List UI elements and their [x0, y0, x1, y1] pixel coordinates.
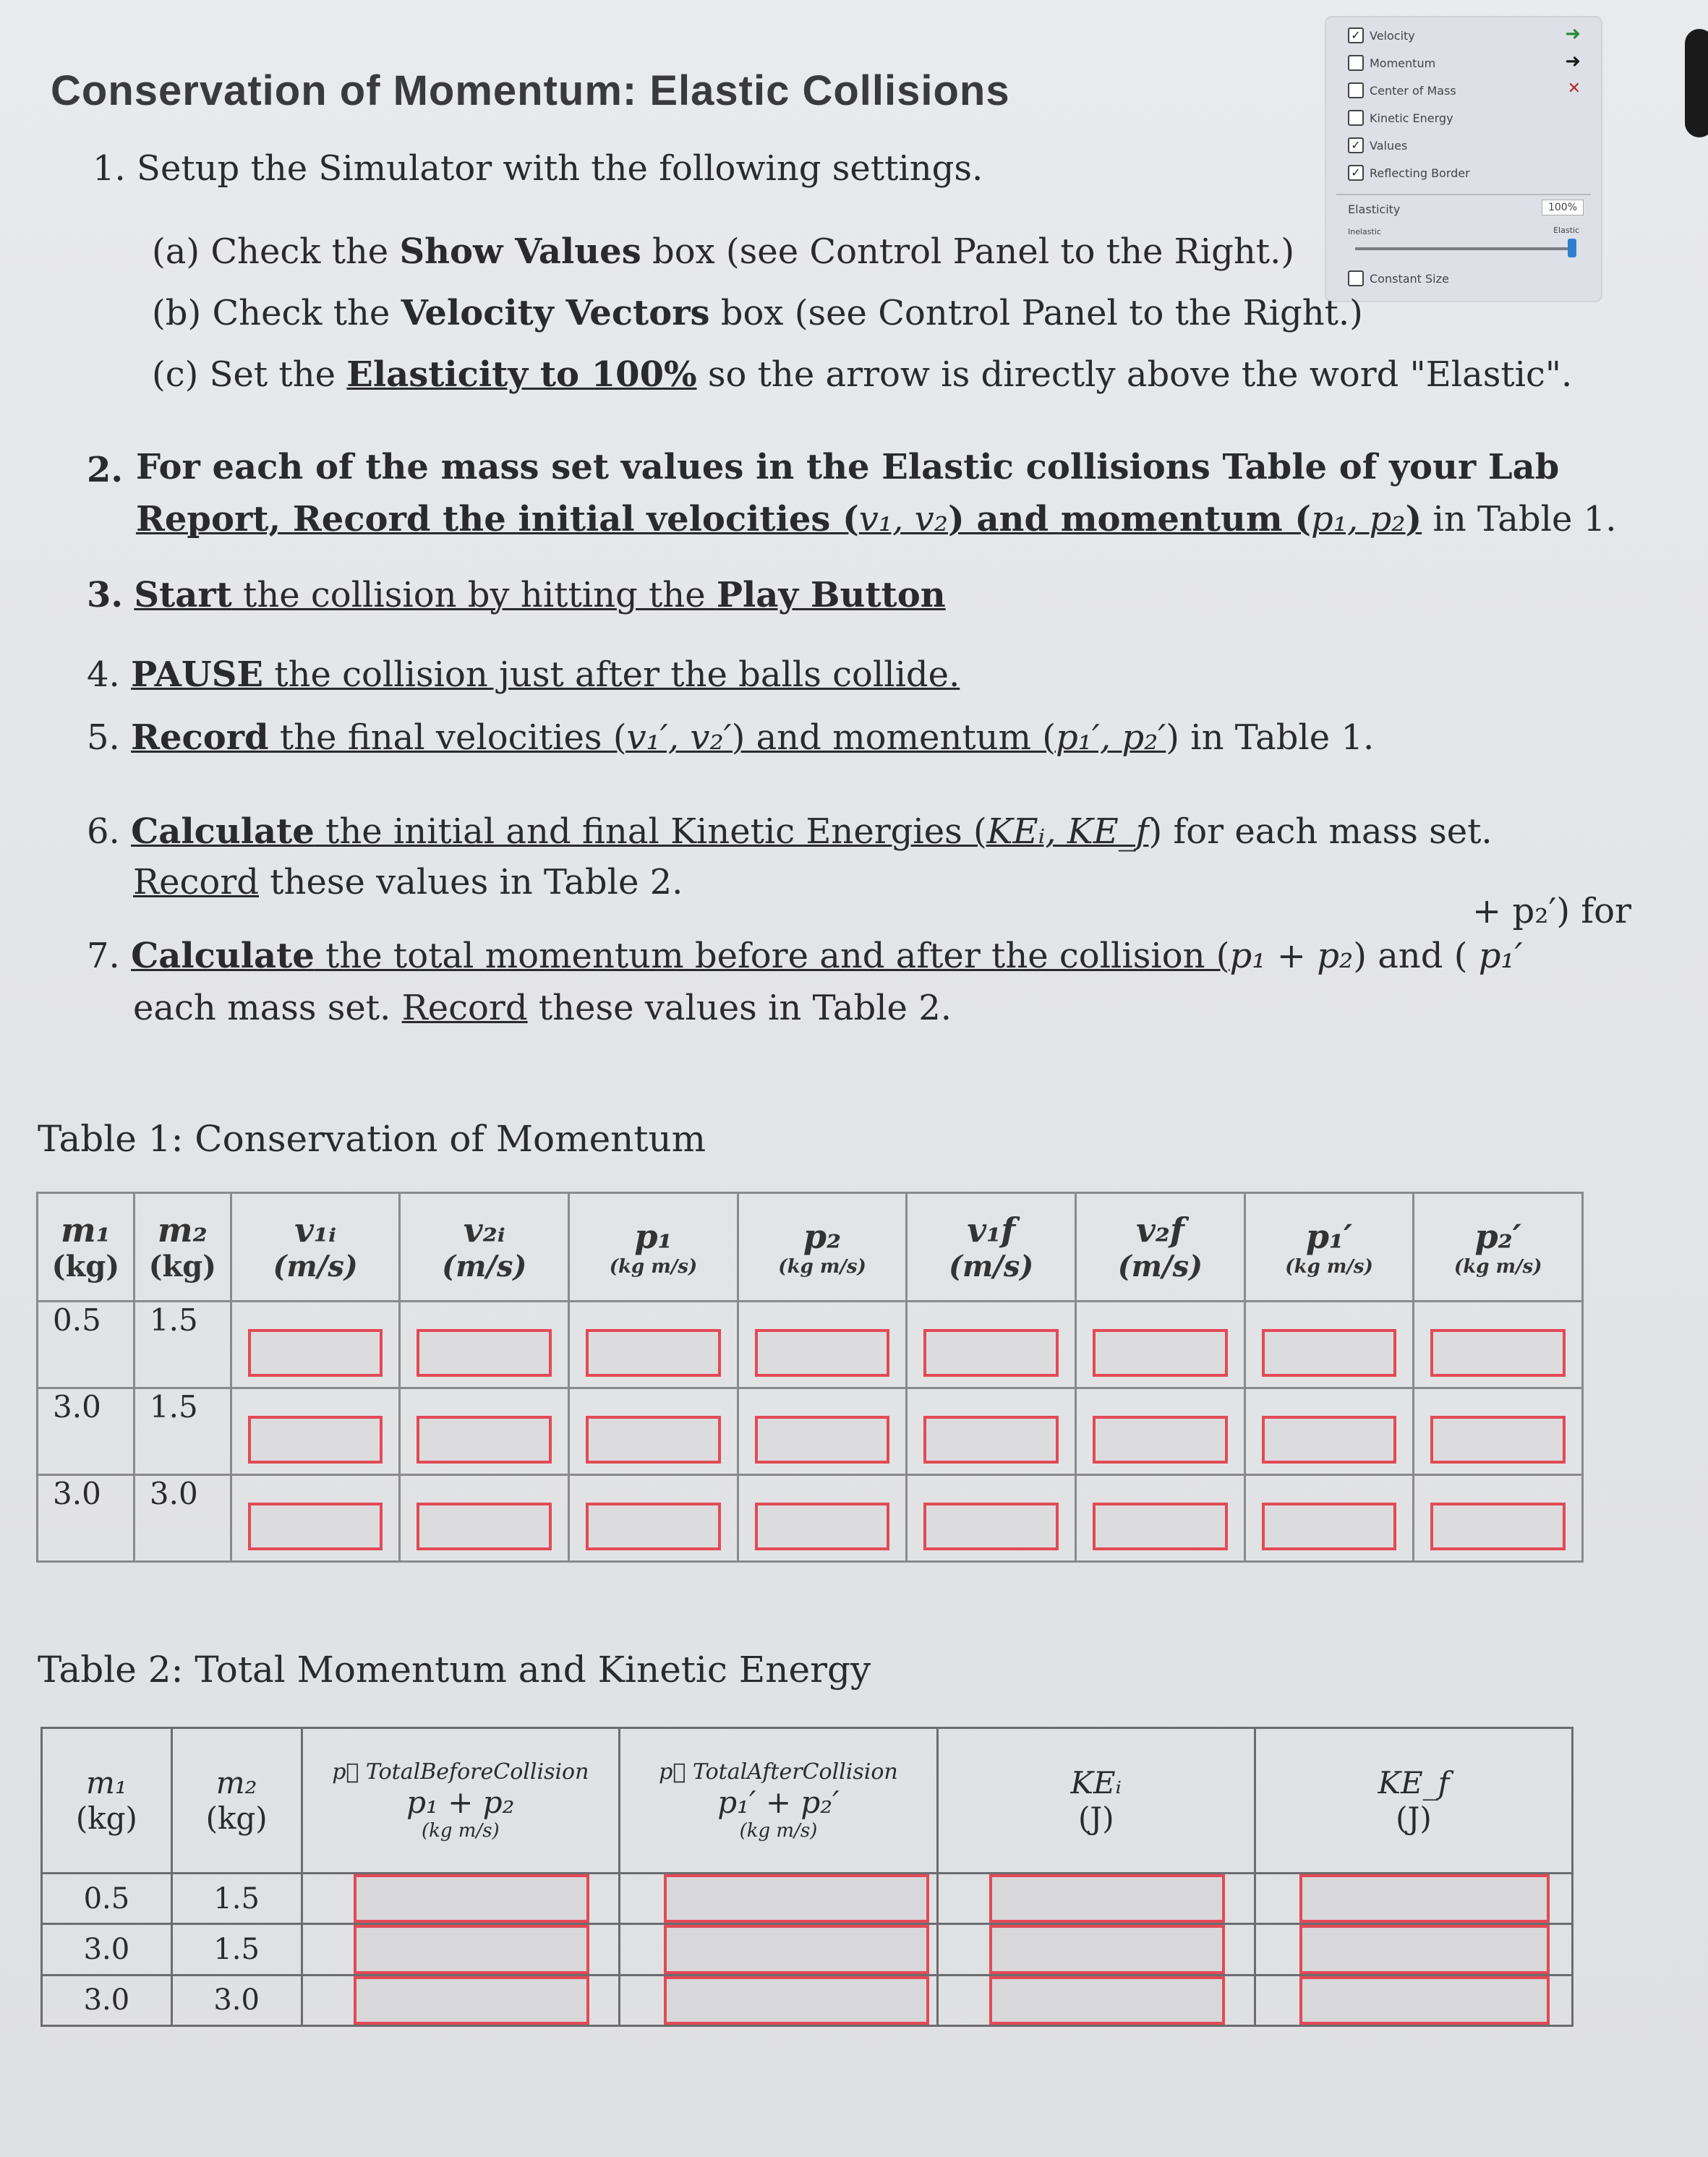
t2-row-3-after-cell[interactable]: [620, 1975, 938, 2025]
header-p2: p₂ (kg m/s): [738, 1193, 907, 1302]
kinetic-energy-option[interactable]: [1348, 110, 1453, 126]
input-box[interactable]: [1262, 1503, 1397, 1550]
input-box[interactable]: [923, 1329, 1059, 1377]
elasticity-label: Elasticity: [1348, 202, 1401, 216]
row-3-p1-cell[interactable]: [569, 1475, 738, 1562]
input-box[interactable]: [989, 1925, 1225, 1973]
momentum-label: Momentum: [1370, 56, 1436, 70]
table-row: [42, 1924, 1573, 1975]
table-row: [38, 1388, 1583, 1475]
input-box[interactable]: [664, 1874, 929, 1923]
table-2: [40, 1727, 1574, 2027]
elastic-label: Elastic: [1553, 226, 1579, 235]
input-box[interactable]: [1430, 1329, 1566, 1377]
step-1: 1. Setup the Simulator with the following settings.: [93, 148, 983, 189]
input-box[interactable]: [1430, 1503, 1566, 1550]
row-2-p1f-cell[interactable]: [1244, 1388, 1414, 1475]
velocity-arrow-icon: ➜: [1565, 23, 1581, 45]
t2-header-kef: KE_f (J): [1255, 1728, 1572, 1874]
input-box[interactable]: [1299, 1976, 1550, 2025]
t2-row-2-kei-cell[interactable]: [937, 1924, 1255, 1975]
input-box[interactable]: [989, 1976, 1225, 2025]
t2-row-1-kei-cell[interactable]: [937, 1873, 1255, 1923]
input-box[interactable]: [664, 1976, 929, 2025]
row-2-m2: 1.5: [134, 1388, 231, 1475]
header-v1f: v₁f (m/s): [907, 1193, 1076, 1302]
row-3-v2f-cell[interactable]: [1076, 1475, 1245, 1562]
input-box[interactable]: [354, 1925, 590, 1973]
row-3-m2: 3.0: [134, 1475, 231, 1562]
step-1a: (a) Check the Show Values box (see Control Panel to the Right.): [152, 231, 1295, 272]
header-v2i: v₂ᵢ (m/s): [400, 1193, 569, 1302]
t2-row-3-m2: 3.0: [171, 1975, 302, 2025]
row-2-v2f-cell[interactable]: [1076, 1388, 1245, 1475]
elasticity-value: 100%: [1542, 200, 1584, 215]
constant-size-checkbox[interactable]: [1348, 270, 1364, 286]
input-box[interactable]: [1093, 1416, 1228, 1464]
kinetic-energy-label: Kinetic Energy: [1370, 111, 1453, 125]
header-m2: m₂ (kg): [134, 1193, 231, 1302]
header-v2f: v₂f (m/s): [1076, 1193, 1245, 1302]
device-edge: [1685, 29, 1708, 137]
t2-row-2-kef-cell[interactable]: [1255, 1924, 1572, 1975]
panel-divider: [1336, 194, 1591, 195]
t2-header-m2: m₂ (kg): [171, 1728, 302, 1874]
velocity-label: Velocity: [1370, 28, 1415, 43]
t2-row-2-before-cell[interactable]: [302, 1924, 620, 1975]
t2-row-3-before-cell[interactable]: [302, 1975, 620, 2025]
values-option[interactable]: [1348, 137, 1407, 153]
table-1: [36, 1192, 1584, 1563]
table-1-caption: Table 1: Conservation of Momentum: [38, 1118, 706, 1160]
input-box[interactable]: [755, 1329, 890, 1377]
input-box[interactable]: [248, 1416, 383, 1464]
input-box[interactable]: [1299, 1925, 1550, 1973]
elasticity-slider-thumb[interactable]: [1568, 239, 1576, 257]
t2-row-2-m2: 1.5: [171, 1924, 302, 1975]
row-1-m2: 1.5: [134, 1302, 231, 1388]
row-3-p1f-cell[interactable]: [1244, 1475, 1414, 1562]
input-box[interactable]: [417, 1503, 552, 1550]
row-3-v1f-cell[interactable]: [907, 1475, 1076, 1562]
reflecting-border-label: Reflecting Border: [1370, 166, 1470, 180]
header-m1: m₁ (kg): [38, 1193, 134, 1302]
row-3-p2f-cell[interactable]: [1414, 1475, 1583, 1562]
t2-row-3-kei-cell[interactable]: [937, 1975, 1255, 2025]
step-2-line1: For each of the mass set values in the Elastic collisions Table of your Lab: [136, 447, 1560, 487]
row-1-m1: 0.5: [38, 1302, 134, 1388]
row-1-v2f-cell[interactable]: [1076, 1302, 1245, 1388]
table-row: [42, 1975, 1573, 2025]
input-box[interactable]: [248, 1329, 383, 1377]
velocity-option[interactable]: [1348, 27, 1415, 43]
row-1-p2-cell[interactable]: [738, 1302, 907, 1388]
values-checkbox[interactable]: ✓: [1348, 137, 1364, 153]
elasticity-slider-track[interactable]: [1355, 247, 1572, 250]
t2-row-3-kef-cell[interactable]: [1255, 1975, 1572, 2025]
t2-row-1-m2: 1.5: [171, 1873, 302, 1923]
row-1-p2f-cell[interactable]: [1414, 1302, 1583, 1388]
momentum-arrow-icon: ➜: [1565, 51, 1581, 72]
kinetic-energy-checkbox[interactable]: [1348, 110, 1364, 126]
row-1-p1f-cell[interactable]: [1244, 1302, 1414, 1388]
t2-header-m1: m₁ (kg): [42, 1728, 172, 1874]
t2-row-3-m1: 3.0: [42, 1975, 172, 2025]
table-2-caption: Table 2: Total Momentum and Kinetic Energy: [38, 1649, 871, 1691]
row-3-v2i-cell[interactable]: [400, 1475, 569, 1562]
input-box[interactable]: [586, 1503, 721, 1550]
row-2-p2-cell[interactable]: [738, 1388, 907, 1475]
page-title: Conservation of Momentum: Elastic Collisions: [51, 67, 1010, 114]
step-1b: (b) Check the Velocity Vectors box (see Control Panel to the Right.): [152, 293, 1363, 333]
t2-row-1-before-cell[interactable]: [302, 1873, 620, 1923]
input-box[interactable]: [248, 1503, 383, 1550]
values-label: Values: [1370, 138, 1408, 153]
table-1-header-row: [38, 1193, 1583, 1302]
table-row: [38, 1475, 1583, 1562]
table-2-header-row: [42, 1728, 1573, 1874]
input-box[interactable]: [923, 1503, 1059, 1550]
t2-row-2-after-cell[interactable]: [620, 1924, 938, 1975]
row-1-p1-cell[interactable]: [569, 1302, 738, 1388]
t2-header-total-before: p⃗ TotalBeforeCollision p₁ + p₂ (kg m/s): [302, 1728, 620, 1874]
reflecting-border-checkbox[interactable]: ✓: [1348, 165, 1364, 181]
header-p1-final: p₁′ (kg m/s): [1244, 1193, 1414, 1302]
center-of-mass-x-icon: ✕: [1567, 80, 1581, 98]
inelastic-label: Inelastic: [1348, 227, 1381, 236]
input-box[interactable]: [417, 1416, 552, 1464]
header-p1: p₁ (kg m/s): [569, 1193, 738, 1302]
header-p2-final: p₂′ (kg m/s): [1414, 1193, 1583, 1302]
step-3: 3. Start the collision by hitting the Play Button: [87, 575, 946, 615]
input-box[interactable]: [755, 1503, 890, 1550]
input-box[interactable]: [755, 1416, 890, 1464]
input-box[interactable]: [417, 1329, 552, 1377]
center-of-mass-option[interactable]: [1348, 82, 1456, 98]
row-3-p2-cell[interactable]: [738, 1475, 907, 1562]
row-1-v1f-cell[interactable]: [907, 1302, 1076, 1388]
input-box[interactable]: [1093, 1503, 1228, 1550]
step-5: 5. Record the final velocities (v₁′, v₂′) and momentum (p₁′, p₂′) in Table 1.: [87, 717, 1375, 758]
row-2-v1f-cell[interactable]: [907, 1388, 1076, 1475]
center-of-mass-checkbox[interactable]: [1348, 82, 1364, 98]
input-box[interactable]: [923, 1416, 1059, 1464]
row-2-p1-cell[interactable]: [569, 1388, 738, 1475]
momentum-checkbox[interactable]: [1348, 55, 1364, 71]
step-2-number: 2.: [87, 450, 124, 490]
t2-header-total-after: p⃗ TotalAfterCollision p₁′ + p₂′ (kg m/s): [620, 1728, 938, 1874]
t2-header-kei: KEᵢ (J): [937, 1728, 1255, 1874]
constant-size-option[interactable]: [1348, 270, 1449, 286]
row-2-v2i-cell[interactable]: [400, 1388, 569, 1475]
table-row: [38, 1302, 1583, 1388]
row-2-m1: 3.0: [38, 1388, 134, 1475]
input-box[interactable]: [1299, 1874, 1550, 1923]
step-2-line2: Report, Record the initial velocities (v₁, v₂) and momentum (p₁, p₂) in Table 1.: [136, 499, 1617, 539]
row-1-v2i-cell[interactable]: [400, 1302, 569, 1388]
row-1-v1i-cell[interactable]: [231, 1302, 400, 1388]
row-3-v1i-cell[interactable]: [231, 1475, 400, 1562]
input-box[interactable]: [354, 1874, 590, 1923]
t2-row-1-after-cell[interactable]: [620, 1873, 938, 1923]
input-box[interactable]: [1430, 1416, 1566, 1464]
input-box[interactable]: [1262, 1416, 1397, 1464]
header-v1i: v₁ᵢ (m/s): [231, 1193, 400, 1302]
table-row: [42, 1873, 1573, 1923]
t2-row-2-m1: 3.0: [42, 1924, 172, 1975]
momentum-option[interactable]: [1348, 55, 1435, 71]
center-of-mass-label: Center of Mass: [1370, 83, 1456, 98]
t2-row-1-m1: 0.5: [42, 1873, 172, 1923]
step-1c: (c) Set the Elasticity to 100% so the arrow is directly above the word "Elastic".: [152, 354, 1573, 395]
row-3-m1: 3.0: [38, 1475, 134, 1562]
control-panel: [1325, 16, 1602, 302]
row-2-p2f-cell[interactable]: [1414, 1388, 1583, 1475]
step-4: 4. PAUSE the collision just after the balls collide.: [87, 654, 960, 695]
input-box[interactable]: [989, 1874, 1225, 1923]
step-7-line1: 7. Calculate the total momentum before and after the collision (p₁ + p₂) and ( p₁′: [87, 936, 1523, 976]
input-box[interactable]: [586, 1416, 721, 1464]
input-box[interactable]: [354, 1976, 590, 2025]
step-6-line2: Record these values in Table 2.: [133, 862, 683, 902]
constant-size-label: Constant Size: [1370, 271, 1449, 286]
input-box[interactable]: [1093, 1329, 1228, 1377]
input-box[interactable]: [1262, 1329, 1397, 1377]
step-6-line1: 6. Calculate the initial and final Kinetic Energies (KEᵢ, KE_f) for each mass set.: [87, 811, 1493, 852]
t2-row-1-kef-cell[interactable]: [1255, 1873, 1572, 1923]
input-box[interactable]: [586, 1329, 721, 1377]
input-box[interactable]: [664, 1925, 929, 1973]
step-7-line2: each mass set. Record these values in Table 2.: [133, 988, 952, 1028]
step-7-tail: + p₂′) for: [1472, 891, 1631, 931]
row-2-v1i-cell[interactable]: [231, 1388, 400, 1475]
velocity-checkbox[interactable]: ✓: [1348, 27, 1364, 43]
reflecting-border-option[interactable]: [1348, 165, 1470, 181]
